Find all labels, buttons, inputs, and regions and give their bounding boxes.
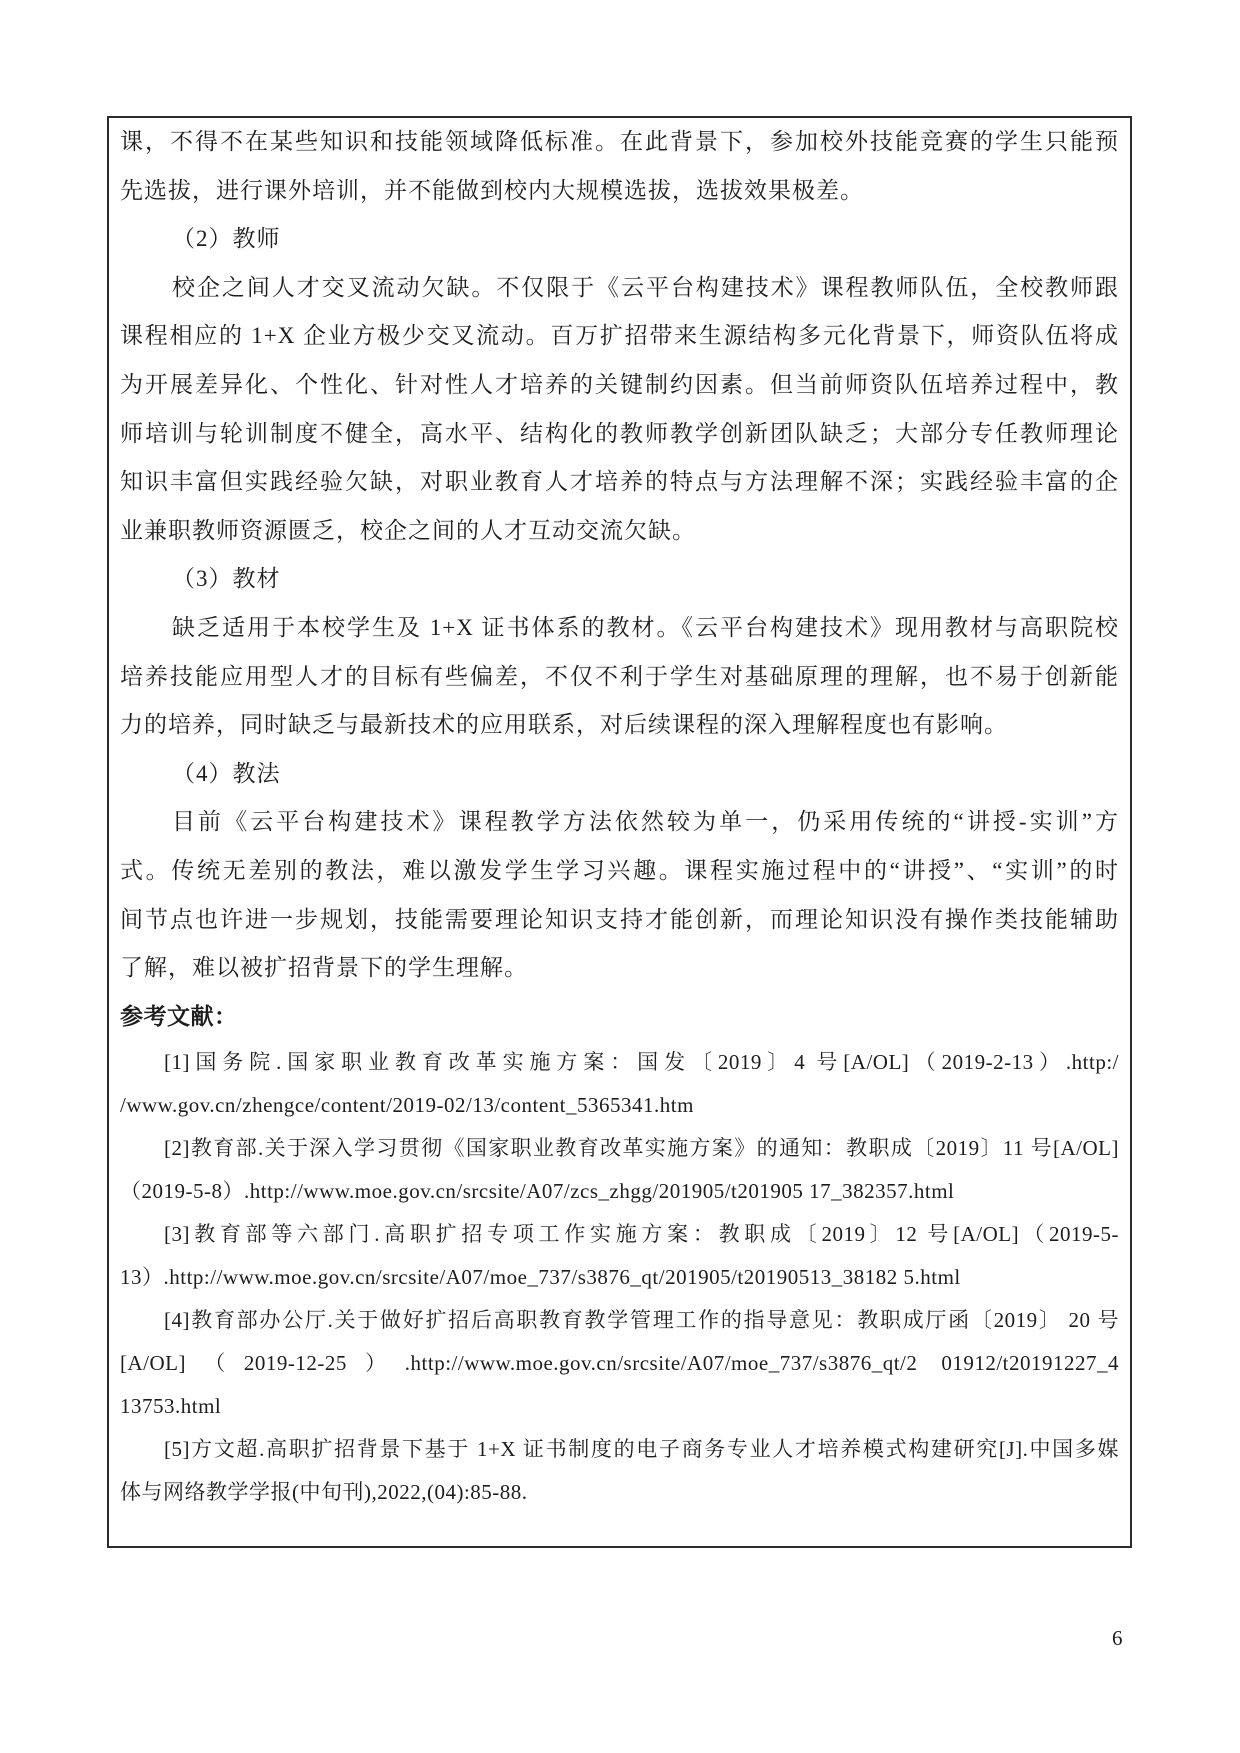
text-line: 培养技能应用型人才的目标有些偏差，不仅不利于学生对基础原理的理解，也不易于创新能 bbox=[120, 663, 1119, 689]
text-line: 课，不得不在某些知识和技能领域降低标准。在此背景下，参加校外技能竞赛的学生只能预 bbox=[120, 129, 1119, 154]
text-line: 缺乏适用于本校学生及 1+X 证书体系的教材。《云平台构建技术》现用教材与高职院校 bbox=[172, 614, 1119, 640]
text-line: （4）教法 bbox=[172, 760, 281, 786]
body-text-block bbox=[120, 118, 1119, 993]
text-line: （3）教材 bbox=[172, 566, 281, 592]
references-heading: 参考文献： bbox=[120, 1003, 238, 1030]
document-border-frame bbox=[107, 116, 1132, 1548]
text-line: [3]教育部等六部门.高职扩招专项工作实施方案：教职成〔2019〕12 号[A/OL]（2019-5- bbox=[164, 1222, 1119, 1247]
text-line: 体与网络教学学报(中旬刊),2022,(04):85-88. bbox=[120, 1480, 528, 1505]
text-line: 课程相应的 1+X 企业方极少交叉流动。百万扩招带来生源结构多元化背景下，师资队伍将成 bbox=[120, 323, 1119, 349]
text-line: 力的培养，同时缺乏与最新技术的应用联系，对后续课程的深入理解程度也有影响。 bbox=[120, 712, 1008, 738]
text-line: 目前《云平台构建技术》课程教学方法依然较为单一，仍采用传统的“讲授-实训”方 bbox=[172, 809, 1119, 835]
text-line: 13）.http://www.moe.gov.cn/srcsite/A07/moe_737/s3876_qt/201905/t20190513_38182 5.html bbox=[120, 1265, 961, 1290]
text-line: 校企之间人才交叉流动欠缺。不仅限于《云平台构建技术》课程教师队伍，全校教师跟 bbox=[172, 274, 1119, 300]
text-line: 先选拔，进行课外培训，并不能做到校内大规模选拔，选拔效果极差。 bbox=[120, 177, 864, 203]
text-line: [1]国务院.国家职业教育改革实施方案：国发〔2019〕4 号[A/OL]（2019-2-13）.http:/ bbox=[164, 1050, 1119, 1075]
text-line: [4]教育部办公厅.关于做好扩招后高职教育教学管理工作的指导意见：教职成厅函〔2019〕 20 号 bbox=[164, 1308, 1119, 1333]
text-line: /www.gov.cn/zhengce/content/2019-02/13/content_5365341.htm bbox=[120, 1093, 694, 1118]
text-line: 间节点也许进一步规划，技能需要理论知识支持才能创新，而理论知识没有操作类技能辅助 bbox=[120, 906, 1119, 932]
text-line: 式。传统无差别的教法，难以激发学生学习兴趣。课程实施过程中的“讲授”、“实训”的时 bbox=[120, 857, 1119, 883]
text-line: （2019-5-8）.http://www.moe.gov.cn/srcsite/A07/zcs_zhgg/201905/t201905 17_382357.html bbox=[120, 1179, 955, 1204]
text-line: [2]教育部.关于深入学习贯彻《国家职业教育改革实施方案》的通知：教职成〔2019〕11 号[A/OL] bbox=[164, 1136, 1119, 1161]
text-line: [A/OL]（2019-12-25）.http://www.moe.gov.cn/srcsite/A07/moe_737/s3876_qt/2 01912/t20191227_4 bbox=[120, 1351, 1119, 1376]
text-line: [5]方文超.高职扩招背景下基于 1+X 证书制度的电子商务专业人才培养模式构建研究[J].中国多媒 bbox=[164, 1437, 1119, 1462]
text-line: 13753.html bbox=[120, 1394, 222, 1419]
text-line: 知识丰富但实践经验欠缺，对职业教育人才培养的特点与方法理解不深；实践经验丰富的企 bbox=[120, 469, 1119, 495]
text-line: 了解，难以被扩招背景下的学生理解。 bbox=[120, 955, 528, 981]
text-line: 师培训与轮训制度不健全，高水平、结构化的教师教学创新团队缺乏；大部分专任教师理论 bbox=[120, 420, 1119, 446]
text-line: 为开展差异化、个性化、针对性人才培养的关键制约因素。但当前师资队伍培养过程中，教 bbox=[120, 371, 1119, 397]
references-block bbox=[120, 1041, 1119, 1514]
page-number: 6 bbox=[1112, 1626, 1123, 1650]
text-line: （2）教师 bbox=[172, 226, 281, 252]
text-line: 业兼职教师资源匮乏，校企之间的人才互动交流欠缺。 bbox=[120, 517, 696, 543]
